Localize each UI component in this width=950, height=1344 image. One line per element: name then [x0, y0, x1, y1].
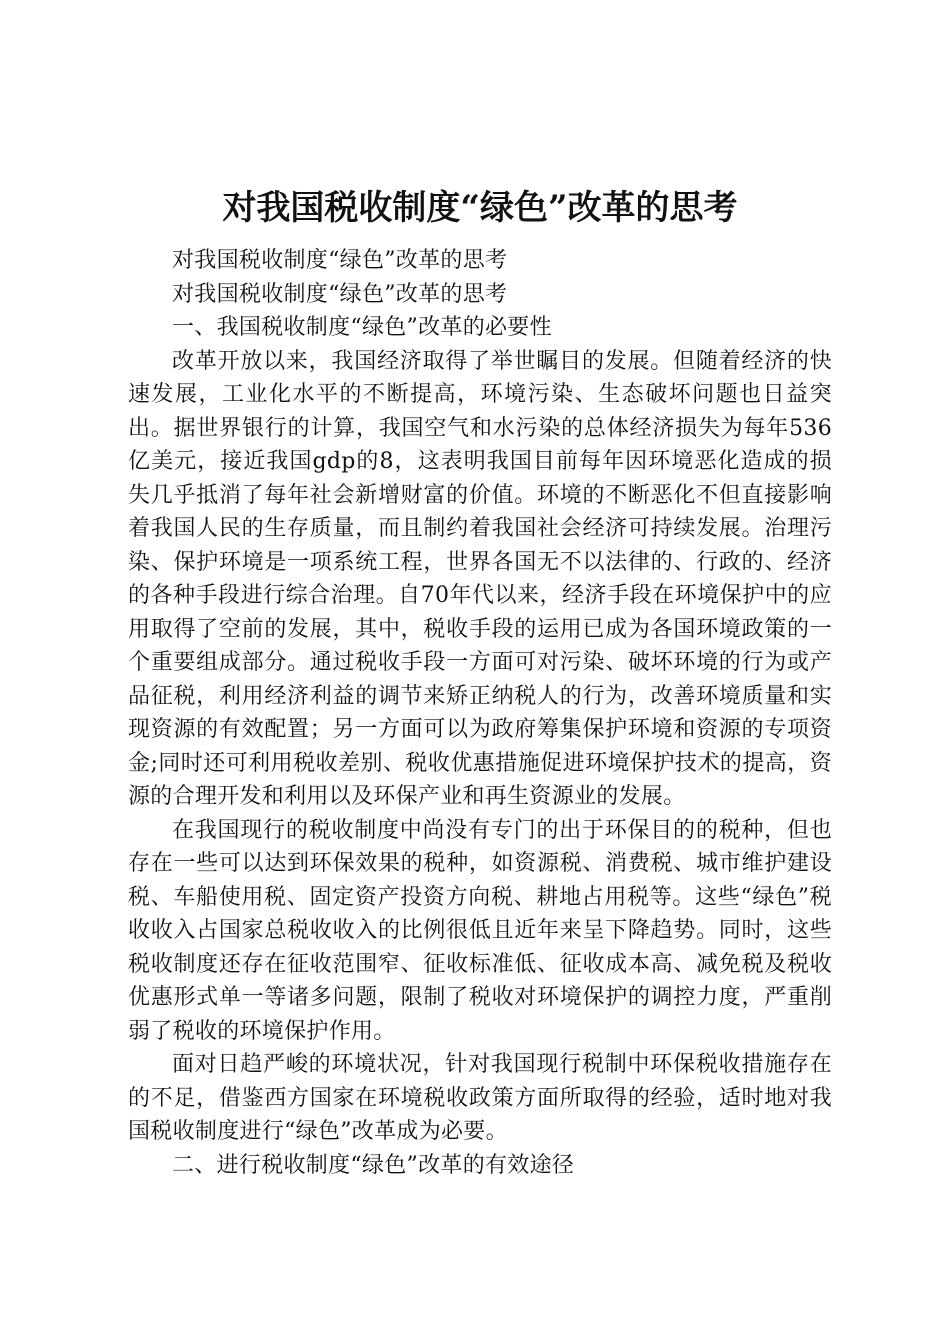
document-page [128, 180, 832, 1182]
body-paragraph: 面对日趋严峻的环境状况，针对我国现行税制中环保税收措施存在的不足，借鉴西方国家在环境税收政策方面所取得的经验，适时地对我国税收制度进行“绿色”改革成为必要。 [128, 1052, 832, 1144]
subtitle-line: 对我国税收制度“绿色”改革的思考 [172, 248, 508, 273]
document-title: 对我国税收制度“绿色”改革的思考 [222, 188, 738, 228]
subtitle-line: 对我国税收制度“绿色”改革的思考 [172, 281, 508, 307]
body-paragraph: 改革开放以来，我国经济取得了举世瞩目的发展。但随着经济的快速发展，工业化水平的不断提高，环境污染、生态破坏问题也日益突出。据世界银行的计算，我国空气和水污染的总体经济损失为每年536亿美元，接近我国gdp的8，这表明我国目前每年因环境恶化造成的损失几乎抵消了每年社会新增财富的价值。环境的不断恶化不但直接影响着我国人民的生存质量，而且制约着我国社会经济可持续发展。治理污染、保护环境是一项系统工程，世界各国无不以法律的、行政的、经济的各种手段进行综合治理。自70年代以来，经济手段在环境保护中的应用取得了空前的发展，其中，税收手段的运用已成为各国环境政策的一个重要组成部分。通过税收手段一方面可对污染、破坏环境的行为或产品征税，利用经济利益的调节来矫正纳税人的行为，改善环境质量和实现资源的有效配置；另一方面可以为政府筹集保护环境和资源的专项资金;同时还可利用税收差别、税收优惠措施促进环境保护技术的提高，资源的合理开发和利用以及环保产业和再生资源业的发展。 [128, 348, 832, 809]
document-body [128, 244, 832, 1182]
section-heading: 二、进行税收制度“绿色”改革的有效途径 [172, 1152, 575, 1178]
body-paragraph: 在我国现行的税收制度中尚没有专门的出于环保目的的税种，但也存在一些可以达到环保效果的税种，如资源税、消费税、城市维护建设税、车船使用税、固定资产投资方向税、耕地占用税等。这些“绿色”税收收入占国家总税收收入的比例很低且近年来呈下降趋势。同时，这些税收制度还存在征收范围窄、征收标准低、征收成本高、减免税及税收优惠形式单一等诸多问题，限制了税收对环境保护的调控力度，严重削弱了税收的环境保护作用。 [128, 817, 832, 1044]
section-heading: 一、我国税收制度“绿色”改革的必要性 [172, 315, 552, 340]
